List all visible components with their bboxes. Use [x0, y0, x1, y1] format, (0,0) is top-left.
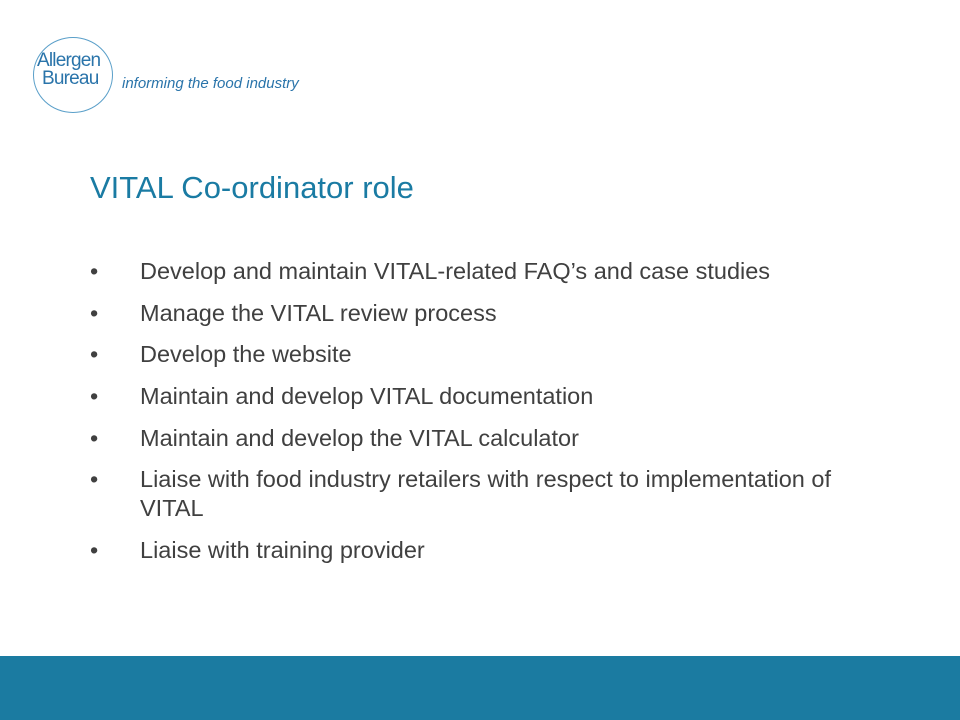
bullet-item [90, 536, 850, 565]
logo-name-line2: Bureau [42, 68, 99, 89]
allergen-bureau-logo [33, 37, 333, 117]
logo-tagline: informing the food industry [122, 75, 299, 92]
bullet-text: Liaise with training provider [140, 537, 425, 564]
bullet-dot-icon: • [90, 299, 99, 326]
bullet-item [90, 299, 850, 328]
bullet-dot-icon: • [90, 383, 99, 410]
bullet-text: Manage the VITAL review process [140, 299, 497, 326]
bullet-text: Develop the website [140, 341, 352, 368]
logo-name-line1: Allergen [37, 50, 101, 71]
bullet-item [90, 465, 850, 523]
bullet-dot-icon: • [90, 341, 99, 368]
bullet-dot-icon: • [90, 537, 99, 564]
bullet-text: Maintain and develop the VITAL calculator [140, 424, 579, 451]
bullet-item [90, 382, 850, 411]
bullet-dot-icon: • [90, 258, 99, 284]
footer-band [0, 656, 960, 720]
bullet-text: Liaise with food industry retailers with respect to implementation of VITAL [140, 466, 831, 522]
bullet-list [90, 257, 850, 578]
bullet-item [90, 424, 850, 453]
bullet-text: Maintain and develop VITAL documentation [140, 383, 594, 410]
bullet-item [90, 257, 850, 286]
bullet-text: Develop and maintain VITAL-related FAQ’s and case studies [140, 258, 771, 284]
slide-title: VITAL Co-ordinator role [90, 170, 414, 205]
bullet-dot-icon: • [90, 466, 99, 493]
bullet-dot-icon: • [90, 424, 99, 451]
bullet-item [90, 340, 850, 369]
